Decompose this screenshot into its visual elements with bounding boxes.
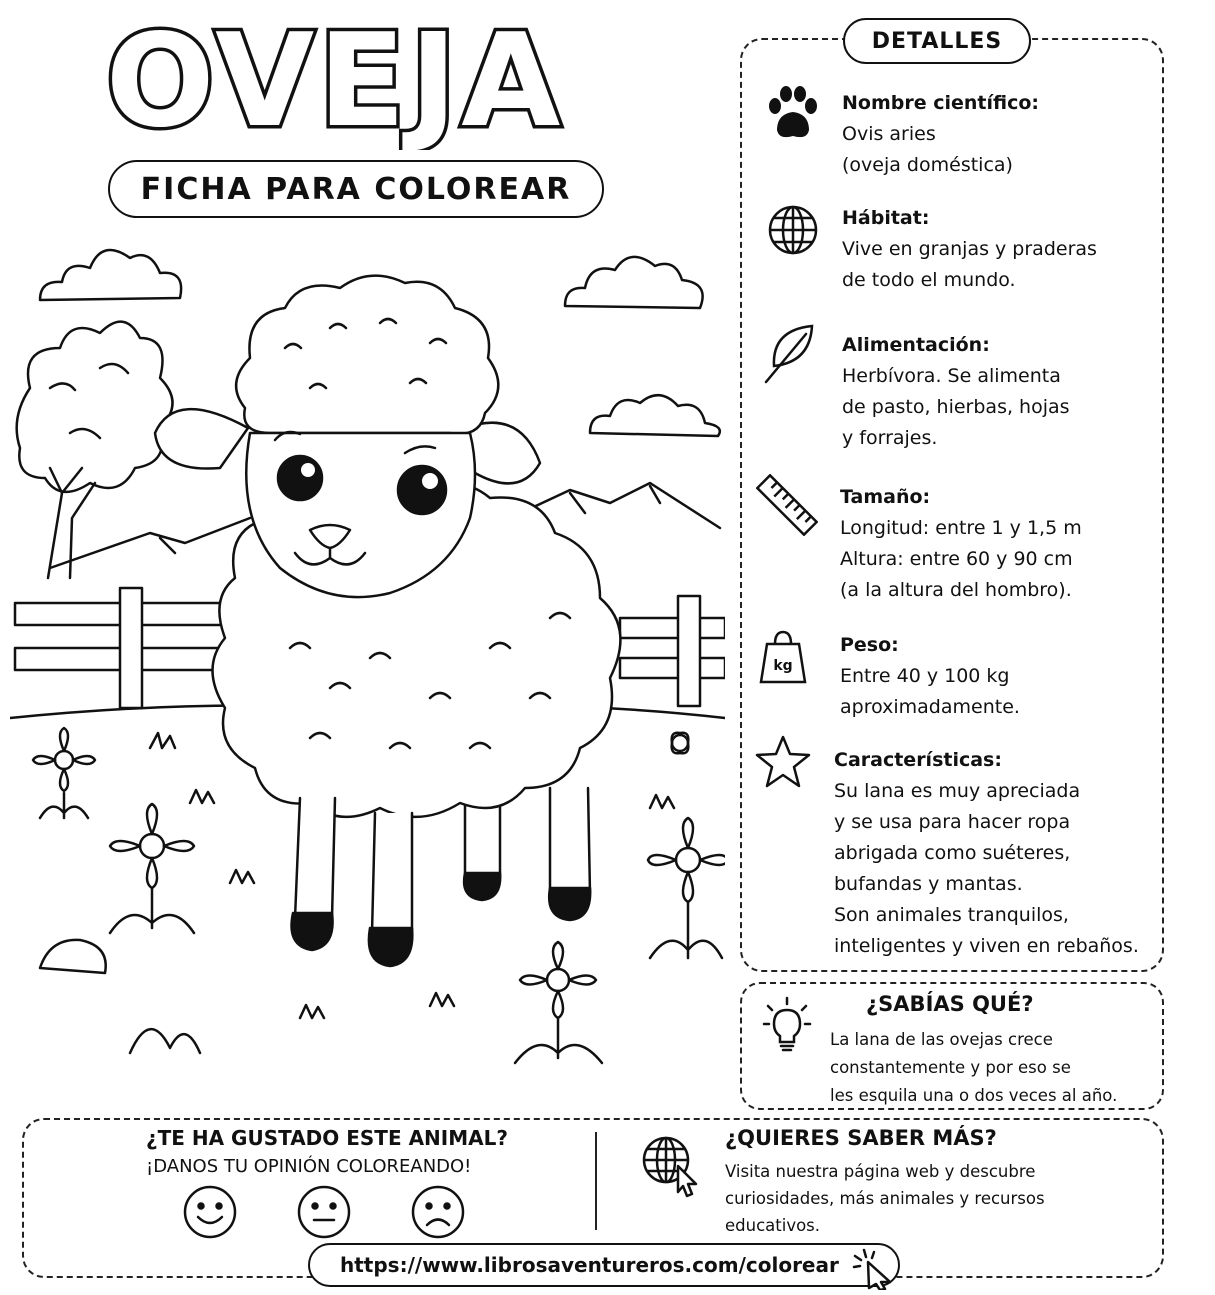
flower-icon <box>110 804 194 933</box>
tree-icon <box>17 322 173 578</box>
detail-size: Tamaño: Longitud: entre 1 y 1,5 m Altura: entre 60 y 90 cm (a la altura del hombro). <box>840 486 1082 601</box>
page-subtitle: FICHA PARA COLOREAR <box>140 171 572 207</box>
happy-face-icon[interactable] <box>182 1184 238 1240</box>
weight-icon-label: kg <box>773 658 793 674</box>
globe-cursor-icon <box>640 1132 704 1198</box>
website-link[interactable] <box>308 1243 900 1287</box>
paw-icon <box>765 84 821 144</box>
page-title-art <box>95 10 575 150</box>
page-title: OVEJA <box>105 10 565 150</box>
fun-fact-text: La lana de las ovejas crece constantemente y por eso se les esquila una o dos veces al año. <box>830 1030 1118 1105</box>
flower-icon <box>515 942 602 1063</box>
more-info-text: Visita nuestra página web y descubre curiosidades, más animales y recursos educativos. <box>725 1162 1045 1235</box>
sheep <box>155 276 620 966</box>
detail-diet: Alimentación: Herbívora. Se alimenta de pasto, hierbas, hojas y forrajes. <box>842 334 1070 449</box>
globe-icon <box>765 202 821 258</box>
details-header <box>843 18 1031 64</box>
more-info-title: ¿QUIERES SABER MÁS? <box>725 1126 997 1150</box>
star-icon <box>754 734 812 790</box>
website-url[interactable]: https://www.librosaventureros.com/colorear <box>340 1253 839 1277</box>
detail-scientific-name: Nombre científico: Ovis aries (oveja doméstica) <box>842 92 1040 176</box>
cloud-icon <box>590 395 720 436</box>
feedback-title: ¿TE HA GUSTADO ESTE ANIMAL? <box>146 1126 508 1150</box>
flower-icon <box>672 733 689 754</box>
details-header-label: DETALLES <box>871 28 1003 54</box>
fun-fact-title: ¿SABÍAS QUÉ? <box>866 992 1034 1016</box>
click-cursor-icon <box>852 1248 896 1290</box>
cloud-icon <box>40 250 181 300</box>
sad-face-icon[interactable] <box>410 1184 466 1240</box>
detail-habitat: Hábitat: Vive en granjas y praderas de todo el mundo. <box>842 207 1097 291</box>
feedback-subtitle: ¡DANOS TU OPINIÓN COLOREANDO! <box>146 1156 472 1177</box>
sheep-illustration <box>10 228 725 1088</box>
footer-divider <box>595 1132 597 1230</box>
lightbulb-icon <box>762 996 812 1054</box>
detail-weight: Peso: Entre 40 y 100 kg aproximadamente. <box>840 634 1020 718</box>
ruler-icon <box>756 474 818 536</box>
leaf-icon <box>762 322 818 386</box>
flower-icon <box>648 818 725 958</box>
detail-characteristics: Características: Su lana es muy apreciada y se usa para hacer ropa abrigada como suéteres, bufandas y mantas. Son animales tranquilos, inteligentes y viven en rebaños. <box>834 749 1139 957</box>
weight-icon <box>757 628 809 688</box>
neutral-face-icon[interactable] <box>296 1184 352 1240</box>
subtitle-pill <box>108 160 604 218</box>
rock <box>40 940 106 973</box>
cloud-icon <box>565 257 703 308</box>
flower-icon <box>33 728 95 818</box>
